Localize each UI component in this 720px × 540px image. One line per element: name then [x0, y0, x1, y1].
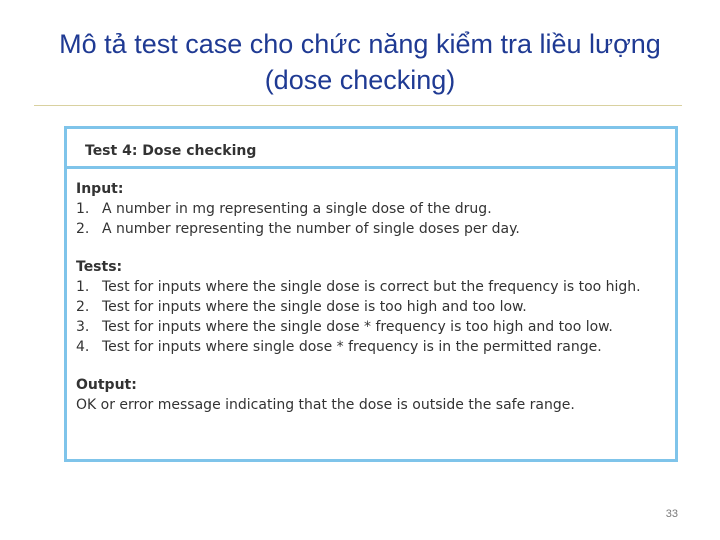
item-text: A number representing the number of single doses per day.: [102, 221, 520, 237]
output-label: Output:: [76, 377, 137, 393]
item-text: Test for inputs where the single dose is correct but the frequency is too high.: [102, 279, 641, 295]
item-number: 2.: [76, 221, 90, 237]
item-number: 3.: [76, 319, 90, 335]
test-case-card: [64, 126, 678, 462]
item-text: Test for inputs where single dose * frequency is in the permitted range.: [102, 339, 602, 355]
item-number: 4.: [76, 339, 90, 355]
item-text: A number in mg representing a single dose of the drug.: [102, 201, 492, 217]
test-item: [76, 317, 659, 337]
test-case-body: [67, 169, 675, 415]
input-item: [76, 219, 659, 239]
test-item: [76, 277, 659, 297]
item-text: Test for inputs where the single dose is too high and too low.: [102, 299, 527, 315]
item-number: 2.: [76, 299, 90, 315]
page-number: 33: [665, 508, 678, 520]
test-case-header: Test 4: Dose checking: [67, 129, 675, 169]
tests-label: Tests:: [76, 259, 123, 275]
title-divider: [34, 105, 682, 106]
output-text: OK or error message indicating that the dose is outside the safe range.: [76, 397, 575, 413]
item-number: 1.: [76, 201, 90, 217]
slide-title: Mô tả test case cho chức năng kiểm tra liều lượng (dose checking): [59, 29, 661, 95]
item-number: 1.: [76, 279, 90, 295]
input-item: [76, 199, 659, 219]
test-item: [76, 297, 659, 317]
test-item: [76, 337, 659, 357]
item-text: Test for inputs where the single dose * frequency is too high and too low.: [102, 319, 613, 335]
input-label: Input:: [76, 181, 124, 197]
